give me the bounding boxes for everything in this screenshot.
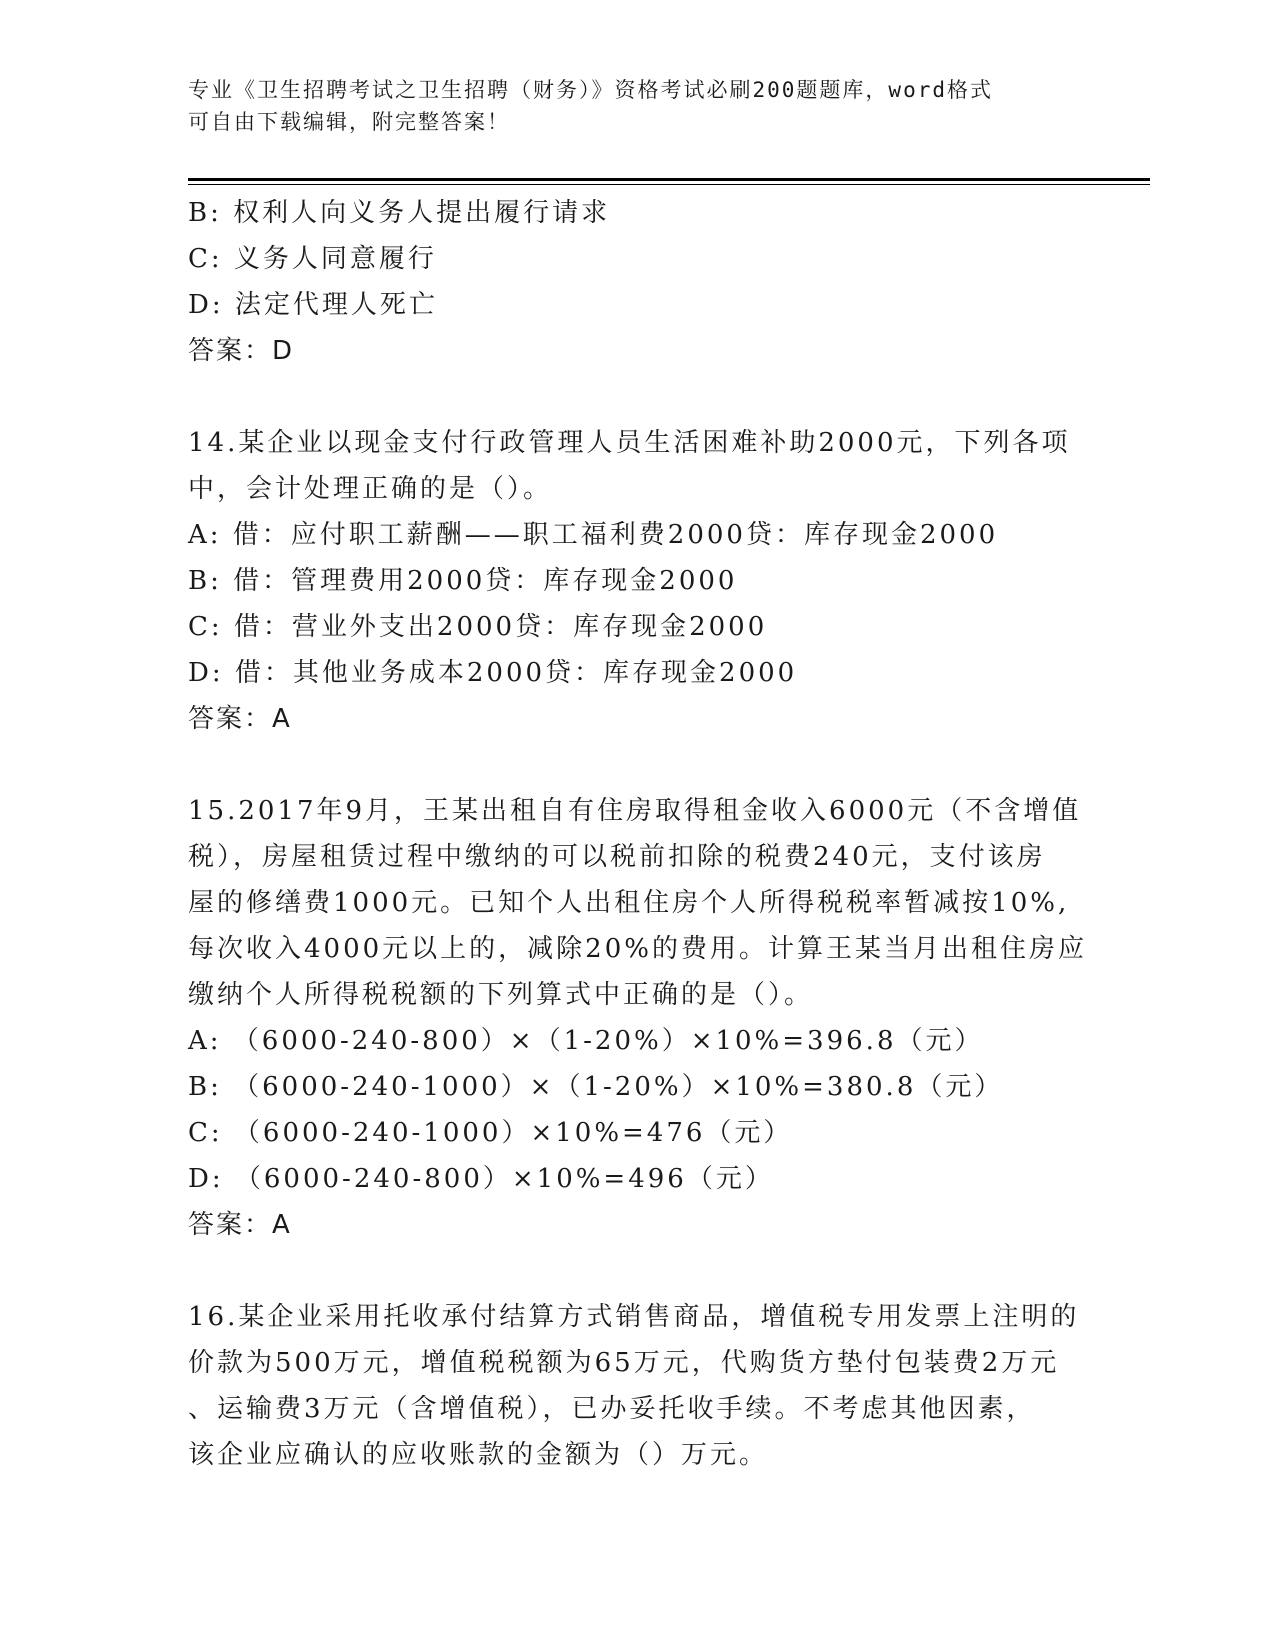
question-14 <box>188 420 1088 742</box>
question-stem-line: 税），房屋租赁过程中缴纳的可以税前扣除的税费240元，支付该房 <box>188 842 1046 872</box>
question-stem-line: 15.2017年9月，王某出租自有住房取得租金收入6000元（不含增值 <box>188 796 1082 826</box>
question-stem-line: 该企业应确认的应收账款的金额为（）万元。 <box>188 1440 769 1470</box>
document-header <box>188 74 1068 138</box>
option-c: C: 借：营业外支出2000贷：库存现金2000 <box>188 612 768 642</box>
question-stem-line: 缴纳个人所得税税额的下列算式中正确的是（）。 <box>188 980 814 1010</box>
option-b: B: 借：管理费用2000贷：库存现金2000 <box>188 566 738 596</box>
option-d: D: 借：其他业务成本2000贷：库存现金2000 <box>188 658 798 688</box>
header-rule-thin <box>188 184 1150 185</box>
header-line-2: 可自由下载编辑，附完整答案！ <box>188 110 510 134</box>
option-a: A: 借：应付职工薪酬——职工福利费2000贷：库存现金2000 <box>188 520 999 550</box>
answer: 答案：D <box>188 336 295 366</box>
document-body <box>188 190 1088 1478</box>
question-stem-line: 每次收入4000元以上的，减除20%的费用。计算王某当月出租住房应 <box>188 934 1087 964</box>
question-stem-line: 、运输费3万元（含增值税），已办妥托收手续。不考虑其他因素， <box>188 1394 1036 1424</box>
question-stem-line: 中，会计处理正确的是（）。 <box>188 474 553 504</box>
question-stem-line: 14.某企业以现金支付行政管理人员生活困难补助2000元，下列各项 <box>188 428 1071 458</box>
option-b: B: 权利人向义务人提出履行请求 <box>188 198 611 228</box>
option-d: D: （6000-240-800）×10%=496（元） <box>188 1164 774 1194</box>
option-c: C: （6000-240-1000）×10%=476（元） <box>188 1118 793 1148</box>
option-d: D: 法定代理人死亡 <box>188 290 438 320</box>
question-13 <box>188 190 1088 374</box>
header-rule-thick <box>188 178 1150 181</box>
question-stem-line: 价款为500万元，增值税税额为65万元，代购货方垫付包装费2万元 <box>188 1348 1060 1378</box>
question-stem-line: 16.某企业采用托收承付结算方式销售商品，增值税专用发票上注明的 <box>188 1302 1080 1332</box>
option-b: B: （6000-240-1000）×（1-20%）×10%=380.8（元） <box>188 1072 1004 1102</box>
answer: 答案：A <box>188 1210 292 1240</box>
option-a: A: （6000-240-800）×（1-20%）×10%=396.8（元） <box>188 1026 984 1056</box>
question-15 <box>188 788 1088 1248</box>
question-stem-line: 屋的修缮费1000元。已知个人出租住房个人所得税税率暂减按10%, <box>188 888 1070 918</box>
option-c: C: 义务人同意履行 <box>188 244 437 274</box>
header-line-1: 专业《卫生招聘考试之卫生招聘（财务）》资格考试必刷200题题库，word格式 <box>188 78 993 102</box>
answer: 答案：A <box>188 704 292 734</box>
question-16 <box>188 1294 1088 1478</box>
